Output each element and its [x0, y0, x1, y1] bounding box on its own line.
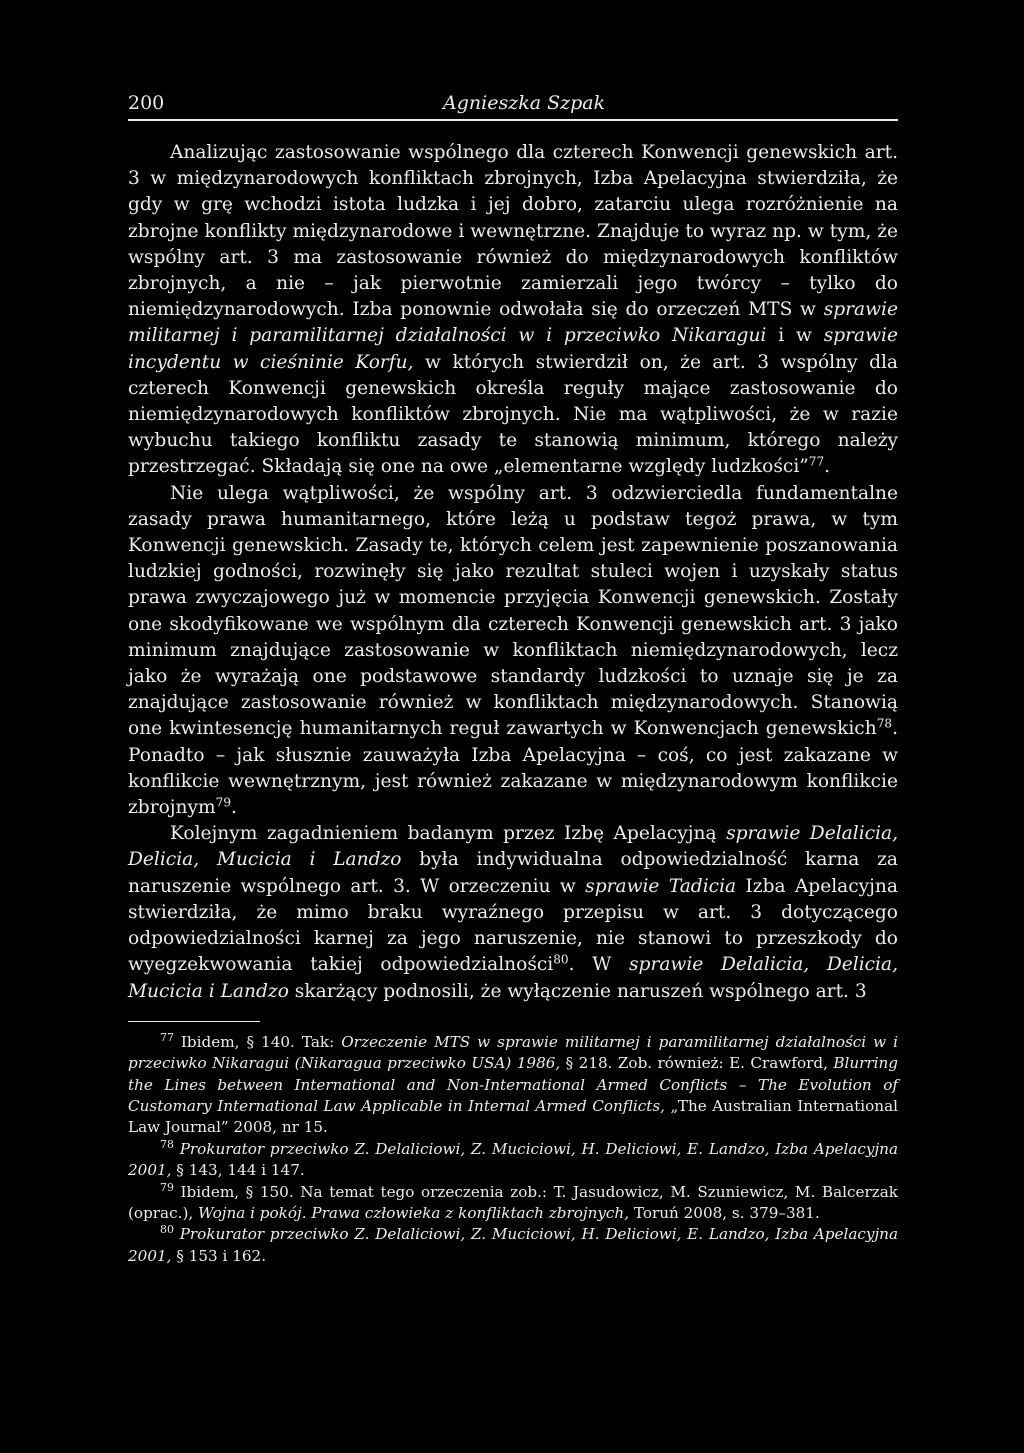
footnote-separator — [128, 1021, 260, 1022]
text-run: była indywidualna odpowiedzialność karna za naruszenie wspólnego art. 3. W orzeczeniu w — [128, 849, 898, 897]
italic-text: sprawie militarnej i paramilitarnej działalności w i przeciwko Nikaragui — [128, 299, 898, 347]
text-run: Kolejnym zagadnieniem badanym przez Izbę Apelacyjną — [170, 823, 727, 845]
footnote — [128, 1224, 898, 1267]
text-run: Nie ulega wątpliwości, że wspólny art. 3 odzwierciedla fundamentalne zasady prawa humanitarnego, które leżą u podstaw tegoż prawa, w tym Konwencji genewskich. Zasady te, których celem jest zapewnienie poszanowania ludzkiej godności, rozwinęły się jako rezultat stuleci wojen i uzyskały status prawa zwyczajowego już w momencie przyjęcia Konwencji genewskich. Zostały one skodyfikowane we wspólnym dla czterech Konwencji genewskich art. 3 jako minimum znajdujące zastosowanie w konfliktach niemiędzynarodowych, lecz jako że wyrażają one podstawowe standardy ludzkości to uznaje się je za znajdujące zastosowanie również w konfliktach międzynarodowych. Stanowią one kwintesencję humanitarnych reguł zawartych w Konwencjach genewskich — [128, 482, 898, 740]
text-run: skarżący podnosili, że wyłączenie naruszeń wspólnego art. 3 — [288, 980, 867, 1002]
body-text — [128, 140, 898, 1005]
running-author: Agnieszka Szpak — [443, 92, 606, 114]
text-run: „The Australian International Law Journal” 2008, nr 15. — [128, 1096, 898, 1137]
italic-text: sprawie Delalicia, Delicia, Mucicia i Landzo — [128, 823, 898, 871]
italic-text: Blurring the Lines between International and Non-International Armed Conflicts – The Evolution of Customary International Law Applicable in Internal Armed Conflicts, — [128, 1054, 898, 1115]
page-number: 200 — [128, 92, 165, 114]
body-paragraph — [128, 821, 898, 1004]
text-run: Analizując zastosowanie wspólnego dla czterech Konwencji genewskich art. 3 w międzynarodowych konfliktach zbrojnych, Izba Apelacyjna stwierdziła, że gdy w grę wchodzi istota ludzka i jej dobro, zatarciu ulega rozróżnienie na zbrojne konflikty międzynarodowe i wewnętrzne. Znajduje to wyraz np. w tym, że wspólny art. 3 ma zastosowanie również do międzynarodowych konfliktów zbrojnych, a nie – jak pierwotnie zamierzali jego twórcy – tylko do niemiędzynarodowych. Izba ponownie odwołała się do orzeczeń MTS w — [128, 142, 898, 321]
italic-text: Wojna i pokój. Prawa człowieka z konfliktach zbrojnych, — [198, 1203, 630, 1222]
text-run: Ibidem, § 140. Tak: — [173, 1032, 342, 1051]
footnote — [128, 1182, 898, 1225]
footnote-reference: 79 — [160, 1180, 174, 1194]
text-run: i w — [766, 325, 824, 347]
text-run: § 218. Zob. również: E. Crawford, — [560, 1054, 834, 1073]
italic-text: sprawie incydentu w cieśninie Korfu, — [128, 325, 899, 373]
document-page — [128, 88, 898, 1267]
italic-text: sprawie Tadicia — [585, 875, 737, 897]
italic-text: Orzeczenie MTS w sprawie militarnej i paramilitarnej działalności w i przeciwko Nikaragui (Nikaragua przeciwko USA) 1986, — [128, 1032, 899, 1073]
text-run: Ibidem, § 150. Na temat tego orzeczenia zob.: T. Jasudowicz, M. Szuniewicz, M. Balcerzak (oprac.), — [128, 1182, 898, 1222]
footnote-reference: 79 — [215, 795, 232, 810]
footnote-reference: 80 — [160, 1223, 174, 1237]
text-run: § 153 i 162. — [171, 1246, 267, 1265]
footnotes — [128, 1032, 898, 1267]
footnote-reference: 78 — [160, 1137, 174, 1151]
body-paragraph — [128, 481, 898, 822]
header-rule — [128, 119, 898, 121]
text-run: w których stwierdził on, że art. 3 wspólny dla czterech Konwencji genewskich określa reguły mające zastosowanie do niemiędzynarodowych konfliktów zbrojnych. Nie ma wątpliwości, że w razie wybuchu takiego konfliktu zasady te stanowią minimum, którego należy przestrzegać. Składają się one na owe „elementarne względy ludzkości” — [128, 351, 898, 478]
running-header — [128, 88, 898, 118]
italic-text: sprawie Delalicia, Delicia, Mucicia i Landzo — [128, 954, 899, 1002]
footnote — [128, 1032, 898, 1139]
footnote-reference: 77 — [160, 1030, 174, 1044]
footnote-reference: 80 — [553, 952, 569, 967]
text-run: Izba Apelacyjna stwierdziła, że mimo braku wyraźnego przepisu w art. 3 dotyczącego odpowiedzialności karnej za jego naruszenie, nie stanowi to przeszkody do wyegzekwowania takiej odpowiedzialności — [128, 875, 898, 976]
text-run: . — [824, 456, 831, 478]
footnote — [128, 1139, 898, 1182]
italic-text: Prokurator przeciwko Z. Delaliciowi, Z. Muciciowi, H. Deliciowi, E. Landzo, Izba Apelacyjna 2001, — [128, 1139, 899, 1180]
text-run: . — [231, 797, 237, 819]
footnote-reference: 77 — [808, 454, 825, 469]
text-run: § 143, 144 i 147. — [171, 1161, 305, 1180]
text-run: . Ponadto – jak słusznie zauważyła Izba Apelacyjna – coś, co jest zakazane w konflikcie wewnętrznym, jest również zakazane w międzynarodowym konflikcie zbrojnym — [128, 718, 898, 819]
footnote-reference: 78 — [876, 716, 893, 731]
body-paragraph — [128, 140, 898, 481]
italic-text: Prokurator przeciwko Z. Delaliciowi, Z. Muciciowi, H. Deliciowi, E. Landzo, Izba Apelacyjna 2001, — [128, 1225, 899, 1265]
text-run: Toruń 2008, s. 379–381. — [629, 1203, 820, 1222]
text-run: . W — [568, 954, 629, 976]
